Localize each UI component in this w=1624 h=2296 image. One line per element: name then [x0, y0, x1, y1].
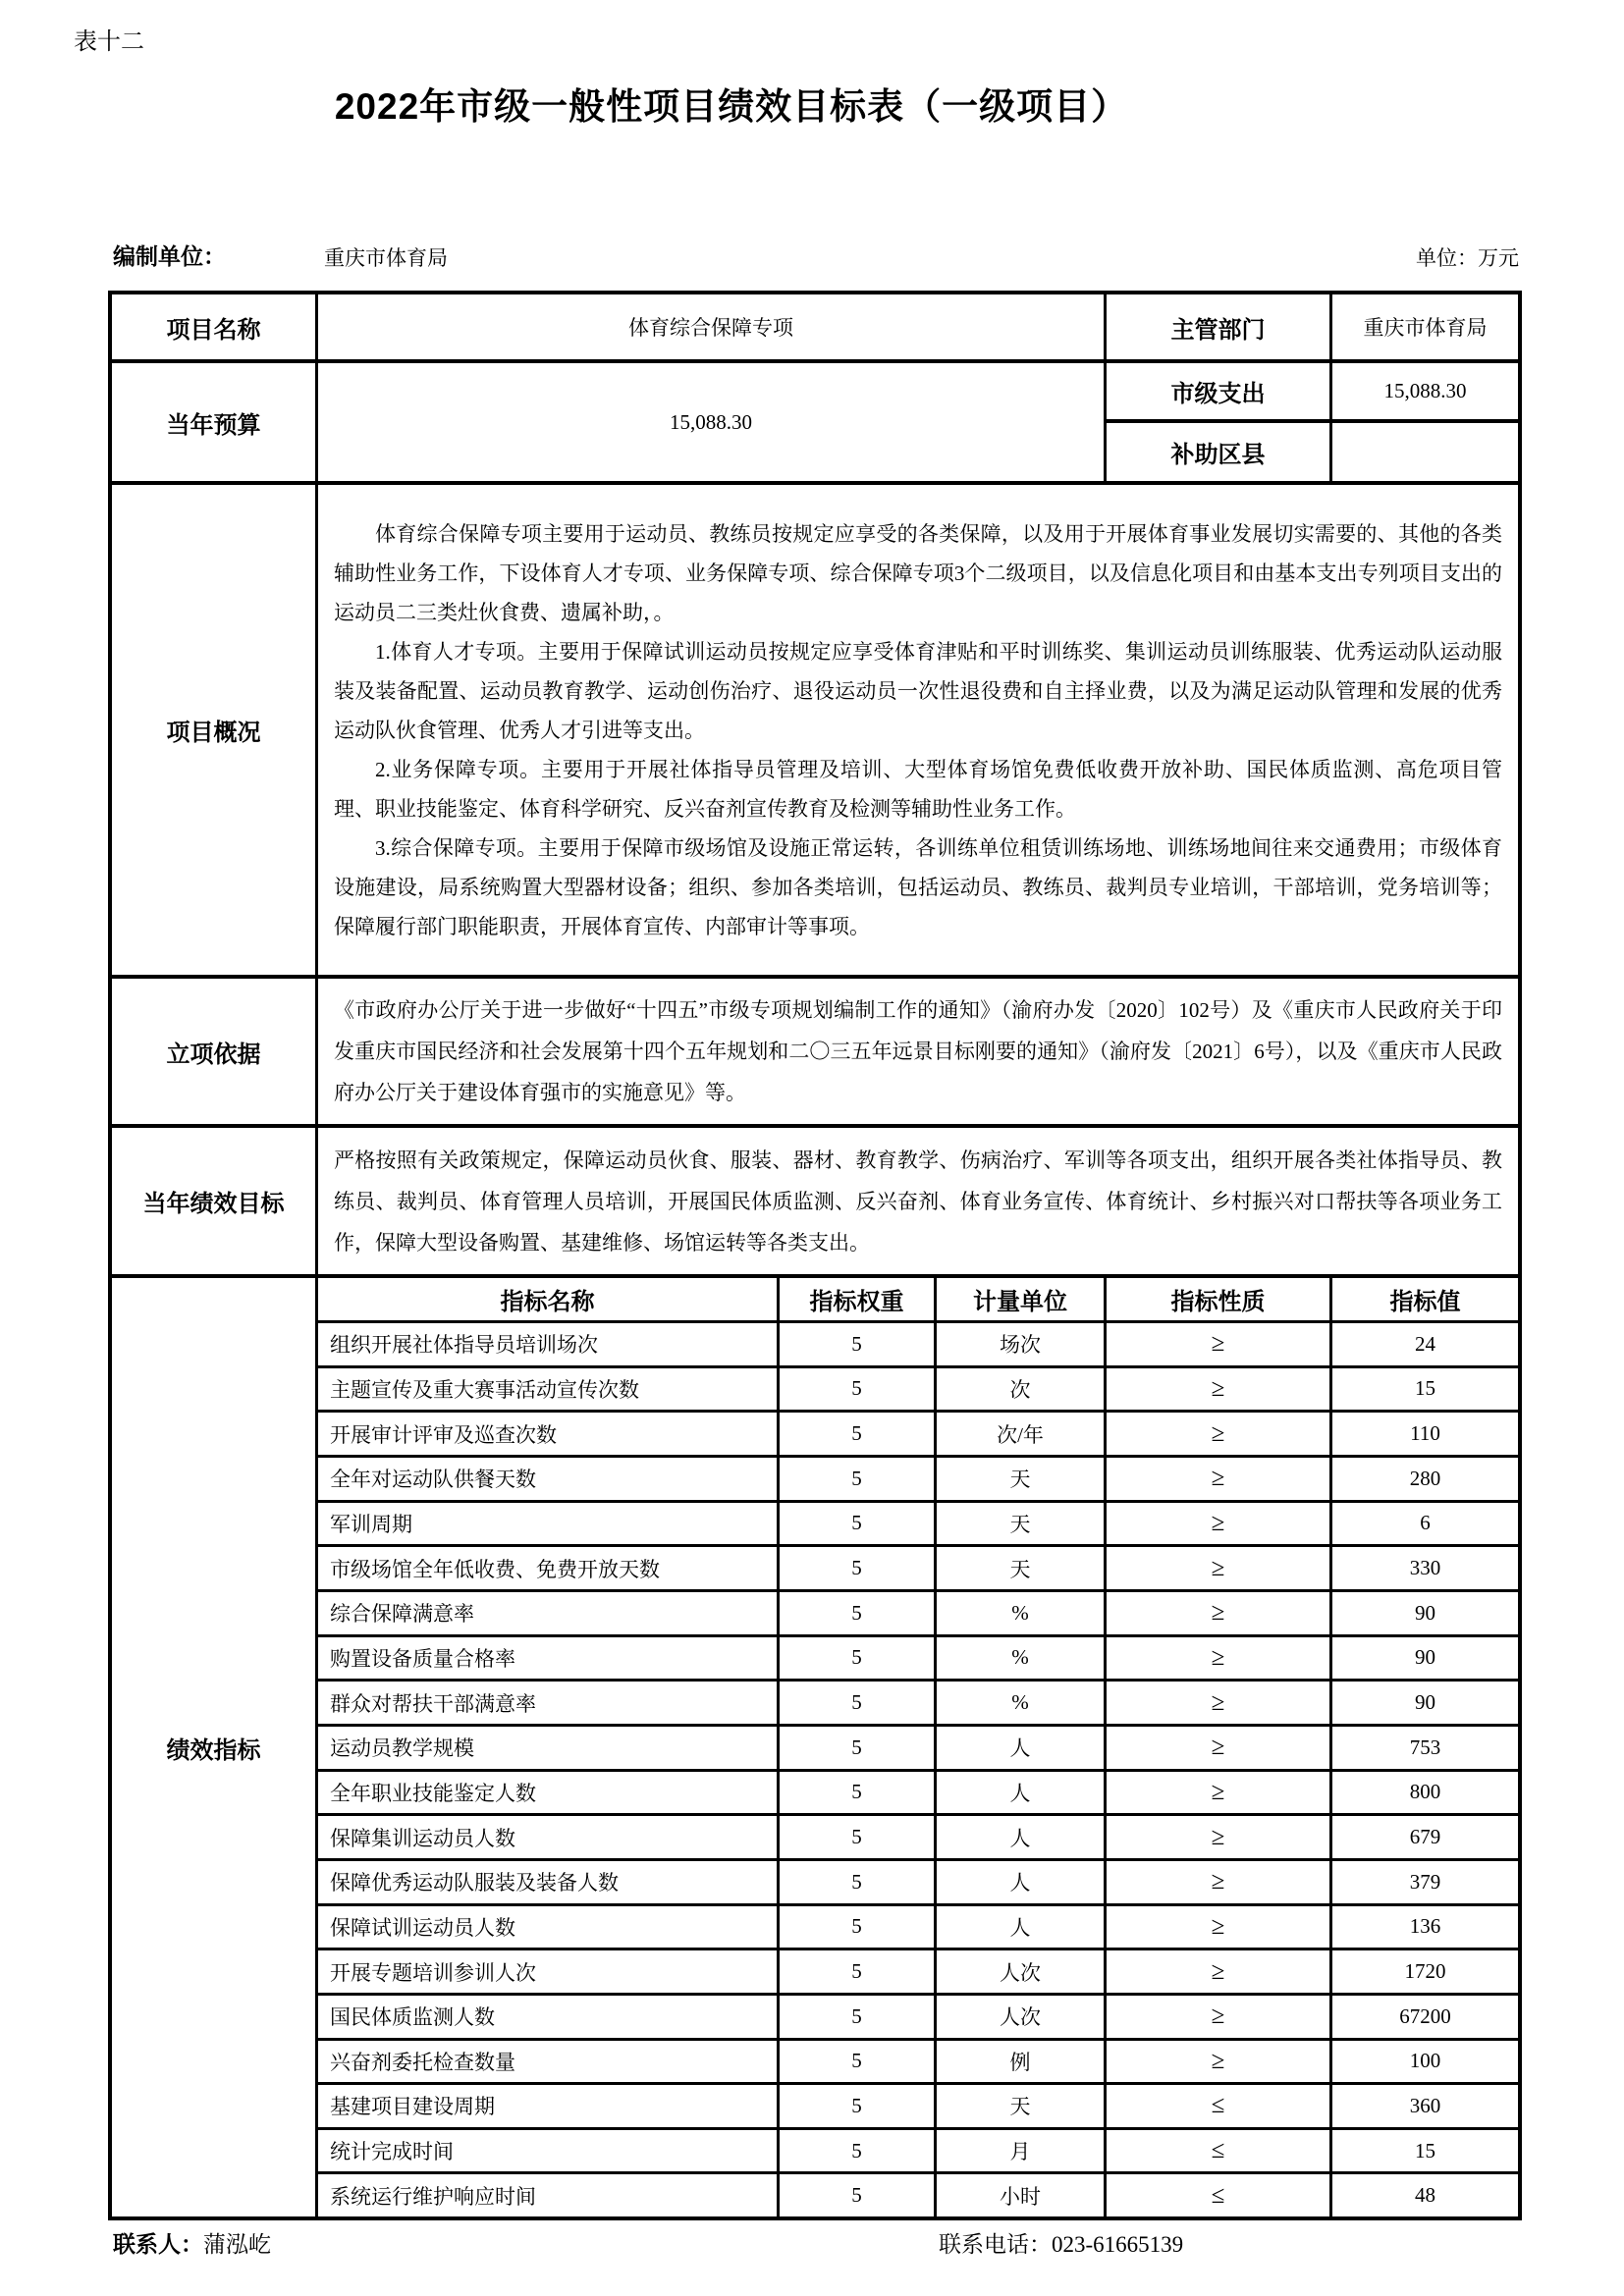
- indicator-unit: 月: [937, 2130, 1107, 2172]
- indicator-row: [318, 1816, 1518, 1861]
- header-indicator-unit: 计量单位: [937, 1278, 1107, 1320]
- indicator-name: 军训周期: [318, 1503, 780, 1545]
- basis-label: 立项依据: [112, 979, 318, 1124]
- indicator-row: [318, 1950, 1518, 1996]
- indicator-value: 800: [1409, 1780, 1441, 1804]
- indicator-row: [318, 1682, 1518, 1727]
- indicator-name: 全年职业技能鉴定人数: [318, 1772, 780, 1814]
- project-info-section: [112, 294, 1518, 485]
- indicator-value: 67200: [1399, 2003, 1451, 2028]
- project-name-value: 体育综合保障专项: [318, 294, 1107, 363]
- indicator-nature: ≥: [1107, 1503, 1332, 1545]
- indicator-value: 379: [1409, 1869, 1441, 1894]
- overview-row: [112, 485, 1518, 979]
- indicator-row: [318, 1906, 1518, 1951]
- indicator-value: 110: [1410, 1421, 1440, 1446]
- indicator-weight: 5: [780, 1816, 937, 1858]
- overview-content: [318, 485, 1518, 975]
- indicator-weight: 5: [780, 1503, 937, 1545]
- indicator-unit: 例: [937, 2041, 1107, 2083]
- indicator-unit: 人: [937, 1861, 1107, 1903]
- indicator-unit: %: [937, 1682, 1107, 1724]
- overview-label: 项目概况: [112, 485, 318, 975]
- prepared-by-label: 编制单位：: [113, 243, 226, 269]
- indicators-table: [318, 1278, 1518, 2216]
- indicator-name: 组织开展社体指导员培训场次: [318, 1323, 780, 1365]
- header-indicator-nature: 指标性质: [1107, 1278, 1332, 1320]
- indicator-nature: ≤: [1107, 2130, 1332, 2172]
- basis-content: [318, 979, 1518, 1124]
- indicator-nature: ≥: [1107, 1950, 1332, 1993]
- indicator-weight: 5: [780, 2085, 937, 2127]
- indicator-nature: ≥: [1107, 1816, 1332, 1858]
- indicator-nature: ≥: [1107, 1637, 1332, 1680]
- indicator-row: [318, 1637, 1518, 1682]
- indicator-row: [318, 1727, 1518, 1772]
- indicator-nature: ≥: [1107, 1413, 1332, 1455]
- indicator-nature: ≥: [1107, 1906, 1332, 1949]
- basis-row: [112, 979, 1518, 1128]
- indicator-unit: 人: [937, 1772, 1107, 1814]
- annual-goal-label: 当年绩效目标: [112, 1128, 318, 1274]
- subsidy-label: 补助区县: [1107, 423, 1332, 485]
- indicator-nature: ≥: [1107, 1368, 1332, 1411]
- indicator-unit: 天: [937, 1503, 1107, 1545]
- indicator-value: 90: [1415, 1690, 1435, 1715]
- indicator-name: 保障试训运动员人数: [318, 1906, 780, 1949]
- contact-name: 蒲泓屹: [203, 2232, 271, 2257]
- annual-goal-row: [112, 1128, 1518, 1278]
- annual-goal-content: [318, 1128, 1518, 1274]
- header-indicator-name: 指标名称: [318, 1278, 780, 1320]
- indicator-row: [318, 1368, 1518, 1414]
- indicator-value: 100: [1409, 2049, 1441, 2073]
- indicator-unit: 人: [937, 1906, 1107, 1949]
- indicator-name: 全年对运动队供餐天数: [318, 1458, 780, 1500]
- indicator-nature: ≥: [1107, 1727, 1332, 1769]
- indicator-unit: 人: [937, 1727, 1107, 1769]
- indicator-nature: ≥: [1107, 1323, 1332, 1365]
- indicator-weight: 5: [780, 1996, 937, 2038]
- phone-label: 联系电话：: [939, 2232, 1052, 2257]
- indicator-row: [318, 1458, 1518, 1503]
- indicator-unit: 人: [937, 1816, 1107, 1858]
- indicators-label: 绩效指标: [112, 1278, 318, 2216]
- indicator-name: 开展专题培训参训人次: [318, 1950, 780, 1993]
- indicator-weight: 5: [780, 1861, 937, 1903]
- basis-text: 《市政府办公厅关于进一步做好“十四五”市级专项规划编制工作的通知》（渝府办发〔2020〕102号）及《重庆市人民政府关于印发重庆市国民经济和社会发展第十四个五年规划和二〇三五年远景目标刚要的通知》（渝府发〔2021〕6号），以及《重庆市人民政府办公厅关于建设体育强市的实施意见》等。: [334, 998, 1502, 1104]
- indicator-unit: 小时: [937, 2174, 1107, 2216]
- indicator-unit: 次: [937, 1368, 1107, 1411]
- indicator-value: 360: [1409, 2093, 1441, 2117]
- performance-target-table: [108, 291, 1522, 2220]
- indicator-weight: 5: [780, 2041, 937, 2083]
- indicator-nature: ≥: [1107, 1458, 1332, 1500]
- indicator-unit: 场次: [937, 1323, 1107, 1365]
- indicator-weight: 5: [780, 1458, 937, 1500]
- indicator-row: [318, 1547, 1518, 1592]
- indicator-weight: 5: [780, 2174, 937, 2216]
- city-expense-label: 市级支出: [1107, 363, 1332, 423]
- indicator-nature: ≤: [1107, 2174, 1332, 2216]
- indicator-unit: 天: [937, 1458, 1107, 1500]
- indicators-section: [112, 1278, 1518, 2216]
- indicator-nature: ≥: [1107, 1592, 1332, 1634]
- budget-label: 当年预算: [112, 363, 318, 485]
- indicator-name: 统计完成时间: [318, 2130, 780, 2172]
- overview-paragraph: 体育综合保障专项主要用于运动员、教练员按规定应享受的各类保障，以及用于开展体育事业发展切实需要的、其他的各类辅助性业务工作，下设体育人才专项、业务保障专项、综合保障专项3个二级项目，以及信息化项目和由基本支出专列项目支出的运动员二三类灶伙食费、遗属补助，。: [334, 521, 1502, 624]
- indicator-name: 基建项目建设周期: [318, 2085, 780, 2127]
- indicator-unit: 天: [937, 1547, 1107, 1589]
- contact-label: 联系人：: [113, 2231, 203, 2257]
- indicator-row: [318, 1413, 1518, 1458]
- indicator-row: [318, 1503, 1518, 1548]
- unit-note: 单位：万元: [1416, 246, 1519, 270]
- page-title: 2022年市级一般性项目绩效目标表（一级项目）: [334, 86, 1129, 127]
- indicator-value: 136: [1409, 1914, 1441, 1939]
- indicator-unit: 天: [937, 2085, 1107, 2127]
- indicator-name: 国民体质监测人数: [318, 1996, 780, 2038]
- indicator-name: 购置设备质量合格率: [318, 1637, 780, 1680]
- indicator-unit: 人次: [937, 1996, 1107, 2038]
- indicator-name: 群众对帮扶干部满意率: [318, 1682, 780, 1724]
- indicator-row: [318, 1323, 1518, 1368]
- indicator-name: 综合保障满意率: [318, 1592, 780, 1634]
- indicator-row: [318, 2041, 1518, 2086]
- contact-line: [113, 2226, 271, 2259]
- indicator-value: 753: [1409, 1735, 1441, 1759]
- indicator-weight: 5: [780, 1682, 937, 1724]
- indicators-body: [318, 1323, 1518, 2216]
- indicator-name: 兴奋剂委托检查数量: [318, 2041, 780, 2083]
- indicator-row: [318, 1861, 1518, 1906]
- table-marker: 表十二: [74, 29, 144, 55]
- indicator-weight: 5: [780, 1592, 937, 1634]
- indicator-weight: 5: [780, 1637, 937, 1680]
- header-indicator-value: 指标值: [1389, 1289, 1461, 1315]
- indicator-name: 开展审计评审及巡查次数: [318, 1413, 780, 1455]
- header-indicator-weight: 指标权重: [780, 1278, 937, 1320]
- annual-goal-text: 严格按照有关政策规定，保障运动员伙食、服装、器材、教育教学、伤病治疗、军训等各项支出，组织开展各类社体指导员、教练员、裁判员、体育管理人员培训，开展国民体质监测、反兴奋剂、体育业务宣传、体育统计、乡村振兴对口帮扶等各项业务工作，保障大型设备购置、基建维修、场馆运转等各类支出。: [334, 1148, 1502, 1255]
- indicator-unit: 次/年: [937, 1413, 1107, 1455]
- indicator-nature: ≥: [1107, 2041, 1332, 2083]
- indicator-name: 保障集训运动员人数: [318, 1816, 780, 1858]
- indicator-weight: 5: [780, 1368, 937, 1411]
- indicator-value: 48: [1415, 2183, 1435, 2208]
- indicator-nature: ≥: [1107, 1772, 1332, 1814]
- indicator-name: 运动员教学规模: [318, 1727, 780, 1769]
- prepared-by-value: 重庆市体育局: [324, 246, 448, 270]
- indicator-value: 1720: [1404, 1959, 1446, 1984]
- indicator-value: 15: [1415, 1376, 1435, 1401]
- indicator-value: 679: [1409, 1825, 1441, 1849]
- indicator-nature: ≥: [1107, 1861, 1332, 1903]
- dept-value: 重庆市体育局: [1332, 294, 1518, 363]
- indicator-value: 330: [1409, 1556, 1441, 1580]
- indicator-nature: ≥: [1107, 1996, 1332, 2038]
- indicator-unit: %: [937, 1592, 1107, 1634]
- indicator-weight: 5: [780, 1950, 937, 1993]
- indicator-name: 主题宣传及重大赛事活动宣传次数: [318, 1368, 780, 1411]
- overview-paragraph: 2.业务保障专项。主要用于开展社体指导员管理及培训、大型体育场馆免费低收费开放补助、国民体质监测、高危项目管理、职业技能鉴定、体育科学研究、反兴奋剂宣传教育及检测等辅助性业务工作。: [334, 757, 1502, 821]
- indicator-row: [318, 1772, 1518, 1817]
- project-name-label: 项目名称: [112, 294, 318, 363]
- indicator-row: [318, 2130, 1518, 2175]
- indicator-nature: ≥: [1107, 1547, 1332, 1589]
- indicator-unit: %: [937, 1637, 1107, 1680]
- dept-label: 主管部门: [1107, 294, 1332, 363]
- phone-number: 023-61665139: [1052, 2232, 1184, 2257]
- indicator-value: 6: [1420, 1511, 1431, 1535]
- indicator-weight: 5: [780, 1906, 937, 1949]
- indicator-weight: 5: [780, 1547, 937, 1589]
- indicator-value: 15: [1415, 2138, 1435, 2163]
- indicator-row: [318, 2085, 1518, 2130]
- indicator-value: 280: [1409, 1466, 1441, 1490]
- phone-line: [939, 2226, 1183, 2259]
- budget-value: 15,088.30: [318, 363, 1107, 485]
- indicator-weight: 5: [780, 1772, 937, 1814]
- indicator-value: 24: [1415, 1331, 1435, 1356]
- indicator-unit: 人次: [937, 1950, 1107, 1993]
- subsidy-value: [1332, 423, 1518, 485]
- indicator-value: 90: [1415, 1645, 1435, 1670]
- overview-paragraph: 3.综合保障专项。主要用于保障市级场馆及设施正常运转，各训练单位租赁训练场地、训练场地间往来交通费用；市级体育设施建设，局系统购置大型器材设备；组织、参加各类培训，包括运动员、教练员、裁判员专业培训，干部培训，党务培训等；保障履行部门职能职责，开展体育宣传、内部审计等事项。: [334, 835, 1502, 938]
- city-expense-value: 15,088.30: [1332, 363, 1518, 423]
- indicator-row: [318, 2174, 1518, 2216]
- indicator-row: [318, 1592, 1518, 1637]
- indicator-weight: 5: [780, 1323, 937, 1365]
- indicator-value: 90: [1415, 1600, 1435, 1625]
- indicator-row: [318, 1996, 1518, 2041]
- indicator-name: 保障优秀运动队服装及装备人数: [318, 1861, 780, 1903]
- indicator-name: 系统运行维护响应时间: [318, 2174, 780, 2216]
- indicator-weight: 5: [780, 1413, 937, 1455]
- overview-paragraph: 1.体育人才专项。主要用于保障试训运动员按规定应享受体育津贴和平时训练奖、集训运动员训练服装、优秀运动队运动服装及装备配置、运动员教育教学、运动创伤治疗、退役运动员一次性退役费和自主择业费，以及为满足运动队管理和发展的优秀运动队伙食管理、优秀人才引进等支出。: [334, 639, 1502, 742]
- indicator-nature: ≥: [1107, 1682, 1332, 1724]
- indicators-header: [318, 1278, 1518, 1323]
- indicator-name: 市级场馆全年低收费、免费开放天数: [318, 1547, 780, 1589]
- indicator-weight: 5: [780, 2130, 937, 2172]
- indicator-weight: 5: [780, 1727, 937, 1769]
- indicator-nature: ≤: [1107, 2085, 1332, 2127]
